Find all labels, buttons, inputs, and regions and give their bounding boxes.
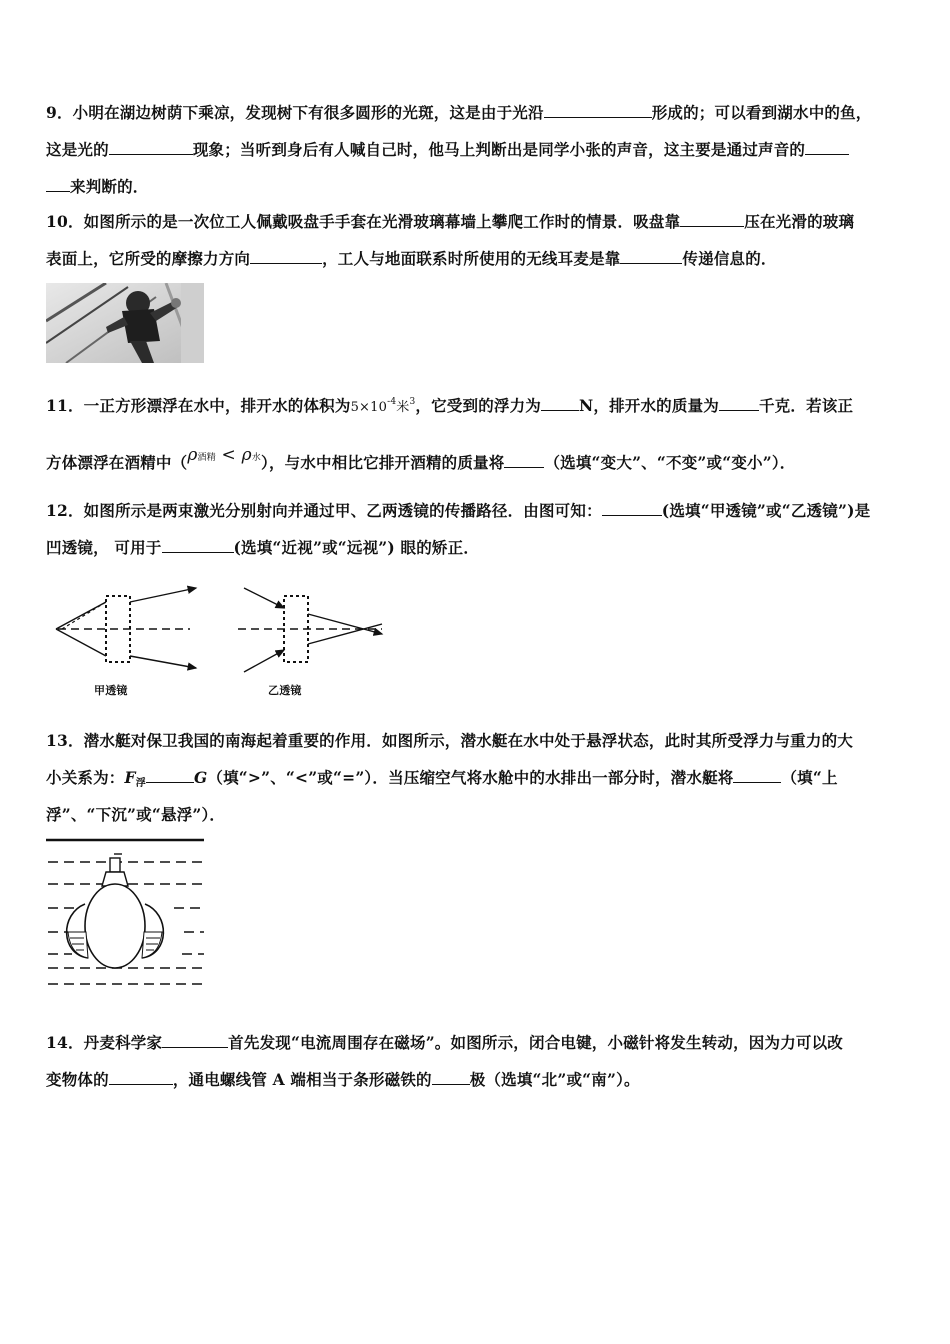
q12-line2: 凹透镜， 可用于 (选填“近视”或“远视”) 眼的矫正． [46,538,480,557]
q11-line2: 方体漂浮在酒精中（ρ酒精 < ρ水），与水中相比它排开酒精的质量将 （选填“变大”、“不变”或“变小”）． [46,445,796,472]
q10-blank-3[interactable] [620,249,682,264]
q14-blank-2[interactable] [109,1070,173,1085]
lens-b-label: 乙透镜 [268,684,302,697]
q10-line1: 10．如图所示的是一次位工人佩戴吸盘手手套在光滑玻璃幕墙上攀爬工作时的情景．吸盘靠 压在光滑的玻璃 [46,212,855,231]
lens-a-diagram [56,588,196,668]
worker-climbing-photo [46,283,204,363]
q10-blank-1[interactable] [680,212,744,227]
q13-blank-1[interactable] [146,768,194,783]
q11-blank-1[interactable] [541,396,579,411]
q9-blank-1[interactable] [544,103,652,118]
q14-line1: 14．丹麦科学家 首先发现“电流周围存在磁场”。如图所示，闭合电键，小磁针将发生转动，因为力可以改 [46,1033,844,1052]
q11-line1: 11．一正方形漂浮在水中，排开水的体积为$5\times 10^{-4}$米$^3$，它受到的浮力为 N，排开水的质量为 千克．若该正 [46,396,854,415]
lens-a-label: 甲透镜 [94,684,128,697]
q12-blank-2[interactable] [162,538,234,553]
q13-line1: 13．潜水艇对保卫我国的南海起着重要的作用．如图所示，潜水艇在水中处于悬浮状态，此时其所受浮力与重力的大 [46,731,853,750]
q14-line2: 变物体的 ，通电螺线管 A 端相当于条形磁铁的 极（选填“北”或“南”）。 [46,1070,640,1089]
q9-blank-3-cont[interactable] [46,177,70,192]
q12-blank-1[interactable] [602,501,662,516]
q14-blank-1[interactable] [162,1033,228,1048]
q10-blank-2[interactable] [250,249,322,264]
q9-line1: 9．小明在湖边树荫下乘凉，发现树下有很多圆形的光斑，这是由于光沿 形成的；可以看到湖水中的鱼， [46,103,872,122]
q9-line3: 来判断的． [46,177,149,197]
lens-b-diagram [238,588,382,672]
q9-line2: 这是光的 现象；当听到身后有人喊自己时，他马上判断出是同学小张的声音，这主要是通过声音的 [46,140,849,160]
density-comparison: ρ酒精 < ρ水 [187,445,261,465]
q14-blank-3[interactable] [432,1070,470,1085]
q11-blank-2[interactable] [719,396,759,411]
q13-blank-2[interactable] [733,768,781,783]
q13-line2: 小关系为：$F_浮$ G（填“>”、“<”或“=”）．当压缩空气将水舱中的水排出一部分时，潜水艇将 （填“上 [46,768,838,789]
q9-blank-2[interactable] [109,140,193,155]
q12-line1: 12．如图所示是两束激光分别射向并通过甲、乙两透镜的传播路径．由图可知： (选填“甲透镜”或“乙透镜”)是 [46,501,871,520]
displacement-volume: $5\times 10^{-4}$米$^3$ [350,397,416,415]
submarine-diagram [44,836,208,990]
q10-line2: 表面上，它所受的摩擦力方向 ，工人与地面联系时所使用的无线耳麦是靠 传递信息的． [46,249,777,268]
q13-line3: 浮”、“下沉”或“悬浮”）． [46,805,226,824]
q9-blank-3[interactable] [805,140,849,155]
q11-blank-3[interactable] [504,453,544,468]
